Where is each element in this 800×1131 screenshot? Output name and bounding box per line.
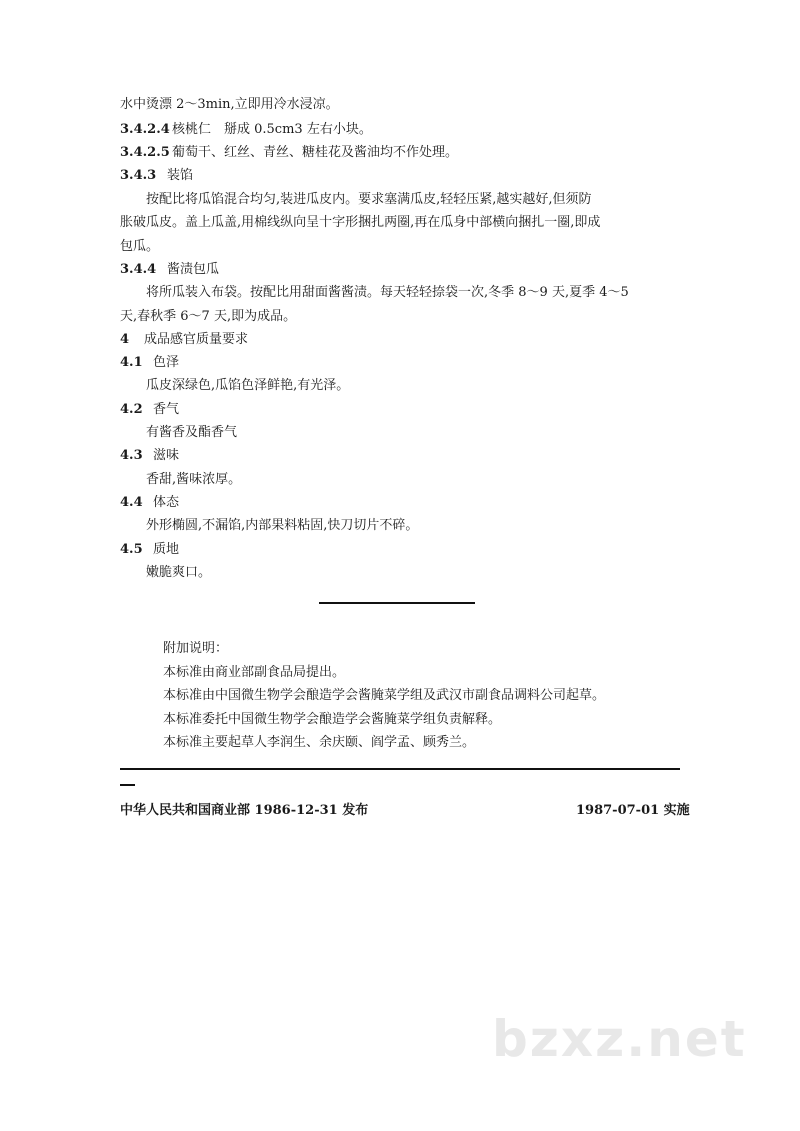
- clause-title: 滋味: [153, 448, 180, 463]
- clause-number: 3.4.2.5: [120, 145, 170, 160]
- clause-number: 3.4.2.4: [120, 122, 170, 137]
- clause-title: 色泽: [153, 355, 180, 370]
- section-number: 4: [120, 332, 130, 347]
- clause-number: 4.5: [120, 542, 143, 557]
- body-line-10: 天,春秋季 6～7 天,即为成品。: [120, 309, 297, 324]
- clause-title: 香气: [153, 402, 180, 417]
- body-line-1: 水中烫漂 2～3min,立即用冷水浸凉。: [120, 97, 339, 112]
- clause-3-4-4: [120, 261, 219, 279]
- body-line-6: 胀破瓜皮。盖上瓜盖,用棉线纵向呈十字形捆扎两圈,再在瓜身中部横向捆扎一圈,即成: [120, 215, 601, 230]
- clause-title: 质地: [153, 542, 180, 557]
- clause-number: 4.3: [120, 448, 143, 463]
- appendix-item: 本标准由中国微生物学会酿造学会酱腌菜学组及武汉市副食品调料公司起草。: [163, 688, 606, 703]
- clause-number: 4.2: [120, 402, 143, 417]
- clause-text: 核桃仁 掰成 0.5cm3 左右小块。: [172, 122, 372, 137]
- body-line-7: 包瓜。: [120, 239, 160, 254]
- body-line-5: 按配比将瓜馅混合均匀,装进瓜皮内。要求塞满瓜皮,轻轻压紧,越实越好,但须防: [146, 192, 592, 207]
- appendix-item: 本标准由商业部副食品局提出。: [163, 665, 346, 680]
- clause-4-3: [120, 447, 179, 465]
- clause-4-5: [120, 541, 179, 559]
- clause-4-2: [120, 401, 179, 419]
- body-line-17: 香甜,酱味浓厚。: [146, 472, 242, 487]
- clause-text: 葡萄干、红丝、青丝、糖桂花及酱油均不作处理。: [172, 145, 459, 160]
- appendix-item: 本标准主要起草人李润生、余庆颐、阎学孟、顾秀兰。: [163, 735, 476, 750]
- clause-3-4-3: [120, 167, 193, 185]
- end-of-text-rule: [319, 602, 475, 604]
- clause-3-4-2-4: [120, 121, 372, 139]
- body-line-9: 将所瓜装入布袋。按配比用甜面酱酱渍。每天轻轻捺袋一次,冬季 8～9 天,夏季 4～5: [146, 285, 629, 300]
- appendix-item: 本标准委托中国微生物学会酿造学会酱腌菜学组负责解释。: [163, 712, 502, 727]
- clause-title: 体态: [153, 495, 180, 510]
- body-line-21: 嫩脆爽口。: [146, 565, 212, 580]
- clause-3-4-2-5: [120, 144, 458, 162]
- section-title: 成品感官质量要求: [144, 332, 249, 347]
- appendix-heading: 附加说明：: [163, 641, 229, 656]
- clause-title: 装馅: [167, 168, 194, 183]
- watermark-text: bzxz.net: [492, 1010, 747, 1068]
- body-line-15: 有酱香及酯香气: [146, 425, 238, 440]
- body-line-13: 瓜皮深绿色,瓜馅色泽鲜艳,有光泽。: [146, 378, 350, 393]
- section-4: [120, 331, 248, 349]
- clause-number: 3.4.4: [120, 262, 157, 277]
- clause-4-1: [120, 354, 179, 372]
- footer-short-rule: [120, 784, 135, 786]
- clause-title: 酱渍包瓜: [167, 262, 220, 277]
- clause-4-4: [120, 494, 179, 512]
- clause-number: 3.4.3: [120, 168, 157, 183]
- clause-number: 4.1: [120, 355, 143, 370]
- issue-date: 中华人民共和国商业部 1986-12-31 发布: [120, 803, 369, 818]
- clause-number: 4.4: [120, 495, 143, 510]
- footer-rule: [120, 768, 680, 770]
- effective-date: 1987-07-01 实施: [576, 803, 690, 818]
- body-line-19: 外形椭圆,不漏馅,内部果料粘固,快刀切片不碎。: [146, 518, 419, 533]
